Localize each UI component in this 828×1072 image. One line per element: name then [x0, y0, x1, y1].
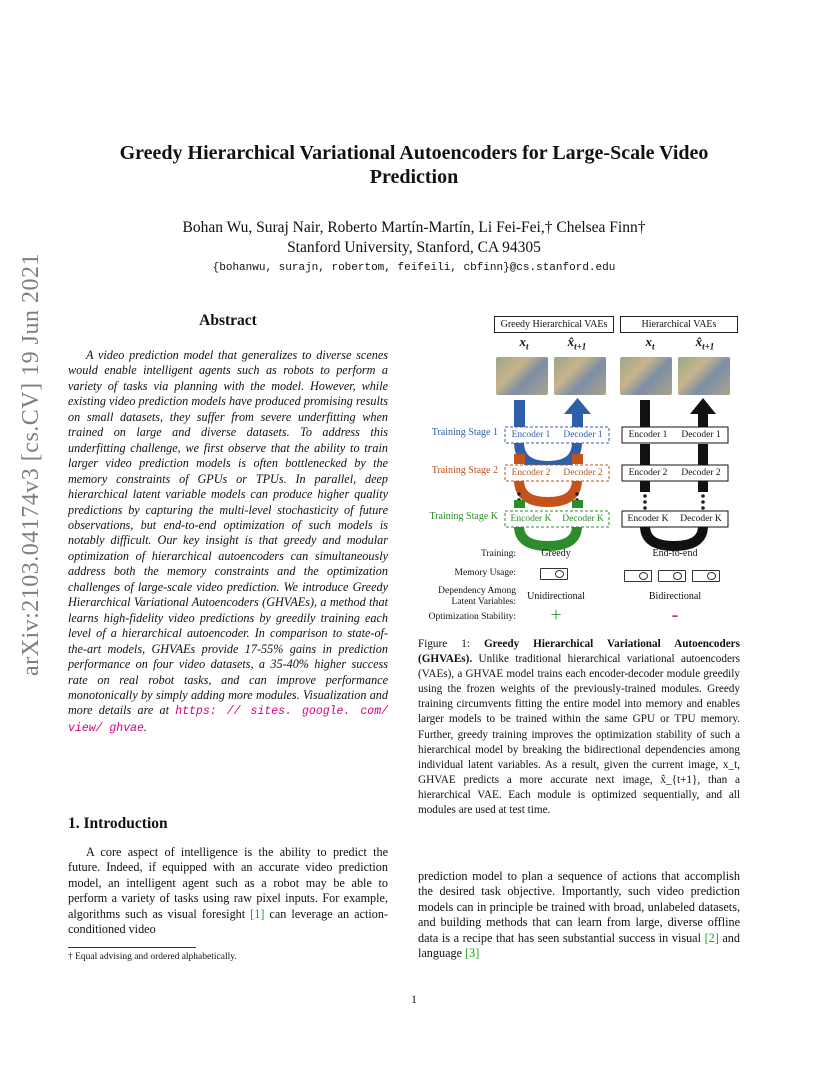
arxiv-side-banner	[14, 253, 54, 678]
intro-text-pre: A core aspect of intelligence is the ability to predict the future. Indeed, if equipped with an accurate video prediction model, an intelligent agent such as a robot may be able to perform a variety of tasks using raw pixel inputs. For example, algorithms such as visual foresight	[68, 845, 388, 921]
stage-2-label: Training Stage 2	[431, 465, 498, 476]
hvae-header: Hierarchical VAEs	[620, 316, 738, 333]
xhat-label-ghvae: $x̂_{t+1}$	[567, 334, 587, 352]
row-label-training: Training:	[480, 549, 516, 559]
row-label-stability: Optimization Stability:	[428, 612, 516, 622]
citation-link-3[interactable]: [3]	[465, 946, 480, 961]
ghvae-decoder-k: Decoder K	[562, 514, 604, 524]
footnote-rule	[68, 947, 196, 948]
citation-link-1[interactable]: [1]	[250, 906, 265, 921]
xt-label-hvae: $x_t$	[645, 334, 655, 352]
gpu-icon	[692, 570, 720, 582]
stage-k-label: Training Stage K	[429, 511, 498, 522]
figure-1	[418, 314, 748, 626]
hvae-dependency-value: Bidirectional	[648, 591, 702, 602]
introduction-body	[68, 845, 388, 938]
stage-2-dec-stub	[572, 454, 583, 464]
hvae-decoder-k: Decoder K	[680, 514, 722, 524]
ghvae-encoder-2: Encoder 2	[511, 468, 551, 478]
abstract-body: A video prediction model that generalizes to diverse scenes would enable intelligent agents such as robots to perform a variety of tasks via planning with the model. However, while existing video prediction models have produced promising results on small datasets, they suffer from severe underfitting when trained on large and diverse datasets. To address this underfitting challenge, we first observe that the ability to train larger video prediction models is often bottlenecked by the memory constraints of GPUs or TPUs. In parallel, deep hierarchical latent variable models can produce higher quality predictions by capturing the multi-level stochasticity of future observations, but end-to-end optimization of such models is notably difficult. Our key insight is that greedy and modular optimization of hierarchical autoencoders can simultaneously address both the memory constraints and the optimization challenges of large-scale video prediction. We introduce Greedy Hierarchical Variational Autoencoders (GHVAEs), a method that learns high-fidelity video predictions by greedily training each level of a hierarchical autoencoder. In comparison to state-of-the-art models, GHVAEs provide 17-55% gains in prediction performance on four video datasets, a 35-40% higher success rate on real robot tasks, and can improve performance monotonically by simply adding more modules. Visualization and more details are at https: // sites. google. com/ view/ ghvae.	[68, 348, 388, 735]
stage-2-bridge	[519, 480, 577, 502]
hvae-encoder-2: Encoder 2	[628, 468, 668, 478]
gpu-icon	[540, 568, 568, 580]
paper-title	[70, 141, 758, 189]
intro-text-post: can leverage an action-conditioned video	[68, 906, 388, 937]
citation-link-2[interactable]: [2]	[704, 930, 719, 945]
title-line-1: Greedy Hierarchical Variational Autoencoders for Large-Scale Video	[119, 142, 709, 164]
hvae-decoder-1: Decoder 1	[681, 430, 721, 440]
ghvae-dependency-value: Unidirectional	[527, 591, 585, 602]
gpu-icon	[624, 570, 652, 582]
encoder-arrow-shaft	[514, 400, 525, 430]
row-label-dependency: Dependency Among Latent Variables:	[438, 586, 516, 607]
ghvae-encoder-1: Encoder 1	[511, 430, 551, 440]
ghvae-training-value: Greedy	[541, 548, 571, 559]
author-emails: {bohanwu, surajn, robertom, feifeili, cbfinn}@cs.stanford.edu	[212, 262, 616, 274]
section-heading-introduction: 1. Introduction	[68, 815, 168, 832]
hvae-training-value: End-to-end	[652, 548, 698, 559]
hvae-stability-minus: -	[671, 604, 679, 626]
caption-prefix: Figure 1:	[418, 638, 484, 650]
project-link[interactable]: https: // sites. google. com/ view/ ghvae	[68, 705, 388, 735]
right-column-body	[418, 869, 740, 962]
right-text-mid: and language	[418, 930, 740, 961]
affiliation: Stanford University, Stanford, CA 94305	[287, 239, 541, 256]
row-label-memory: Memory Usage:	[454, 568, 516, 578]
stage-k-enc-stub	[514, 500, 525, 508]
stage-2-enc-stub	[514, 454, 525, 464]
hvae-encoder-k: Encoder K	[627, 514, 669, 524]
ghvae-encoder-k: Encoder K	[510, 514, 552, 524]
stage-k-dec-stub	[572, 500, 583, 508]
hvae-encoder-1: Encoder 1	[628, 430, 668, 440]
arxiv-id-text: arXiv:2103.04174v3 [cs.CV] 19 Jun 2021	[18, 253, 44, 676]
ghvae-decoder-1: Decoder 1	[563, 430, 603, 440]
caption-text: Unlike traditional hierarchical variational autoencoders (VAEs), a GHVAE model trains each encoder-decoder module greedily using the frozen weights of the previously-trained modules. Greedy training circumvents fitting the entire model into memory and enables larger models to be trained within the same GPU or TPU memory. Further, greedy training improves the optimization stability of such a hierarchical model by breaking the bidirectional dependencies among individual latent variables. As a result, given the current image, x_t, GHVAE predicts a more accurate next image, x̂_{t+1}, than a hierarchical VAE. Each module is optimized sequentially, and all modules are used at test time.	[418, 653, 740, 817]
stage-1-bridge	[519, 442, 577, 466]
ghvae-stability-plus: +	[550, 604, 562, 626]
abstract-heading: Abstract	[199, 312, 257, 329]
stage-1-label: Training Stage 1	[431, 427, 498, 438]
abstract-text: A video prediction model that generalizes to diverse scenes would enable intelligent agents such as robots to perform a variety of tasks via planning with the model. However, while existing video prediction models have produced promising results on small datasets, they suffer from severe underfitting when trained on large and diverse datasets. To address this underfitting challenge, we first observe that the ability to train larger video prediction models is often bottlenecked by the memory constraints of GPUs or TPUs. In parallel, deep hierarchical latent variable models can produce higher quality predictions by capturing the multi-level stochasticity of future observations, but end-to-end optimization of such models is notably difficult. Our key insight is that greedy and modular optimization of hierarchical autoencoders can simultaneously address both the memory constraints and the optimization challenges of large-scale video prediction. We introduce Greedy Hierarchical Variational Autoencoders (GHVAEs), a method that learns high-fidelity video predictions by greedily training each level of a hierarchical autoencoder. In comparison to state-of-the-art models, GHVAEs provide 17-55% gains in prediction performance on four video datasets, a 35-40% higher success rate on real robot tasks, and can improve performance monotonically by simply adding more modules. Visualization and more details are at	[68, 348, 388, 718]
hvae-bottom-bridge	[645, 526, 703, 546]
xt-label-ghvae: $x_t$	[519, 334, 529, 352]
figure-1-caption	[418, 637, 740, 818]
hvae-decoder-2: Decoder 2	[681, 468, 721, 478]
ghvae-header: Greedy Hierarchical VAEs	[494, 316, 614, 333]
page-number: 1	[411, 992, 417, 1006]
authors: Bohan Wu, Suraj Nair, Roberto Martín-Martín, Li Fei-Fei,† Chelsea Finn†	[182, 219, 646, 236]
hvae-arrowhead	[690, 398, 716, 414]
stage-k-bridge	[519, 526, 577, 546]
right-text-pre: prediction model to plan a sequence of actions that accomplish the desired task objective. Importantly, such video prediction models can in principle be trained with broad, unlabeled datasets, and building methods that can learn from large, diverse offline data is a recipe that has seen substantial success in visual	[418, 869, 740, 945]
decoder-arrowhead	[564, 398, 591, 414]
hvae-encoder-shaft	[640, 400, 650, 430]
ghvae-decoder-2: Decoder 2	[563, 468, 603, 478]
footnote: † Equal advising and ordered alphabetically.	[68, 952, 237, 962]
xhat-label-hvae: $x̂_{t+1}$	[695, 334, 715, 352]
gpu-icon	[658, 570, 686, 582]
caption-title: Greedy Hierarchical Variational Autoencoders (GHVAEs).	[418, 638, 740, 666]
title-line-2: Prediction	[369, 166, 459, 188]
author-block	[70, 218, 758, 258]
